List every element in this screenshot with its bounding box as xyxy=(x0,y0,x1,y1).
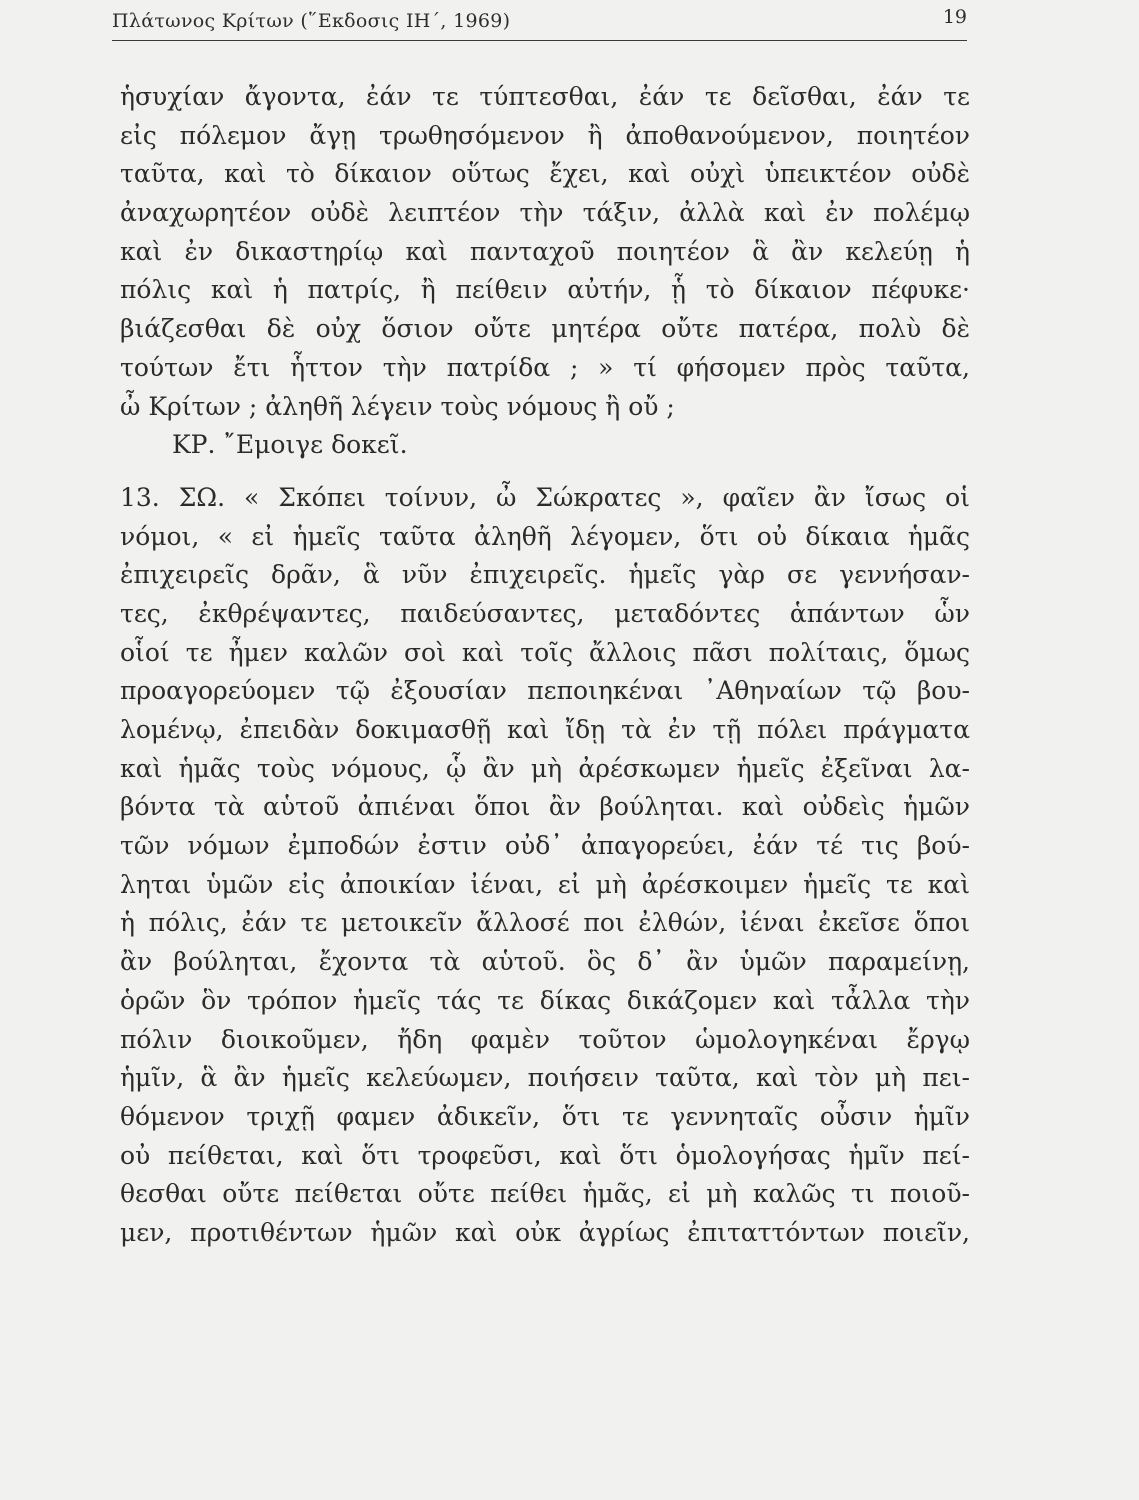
text-line: μεν, προτιθέντων ἡμῶν καὶ οὐκ ἀγρίως ἐπιταττόντων ποιεῖν, xyxy=(120,1217,970,1247)
text-line: εἰς πόλεμον ἄγῃ τρωθησόμενον ἢ ἀποθανούμενον, ποιητέον xyxy=(120,120,970,150)
text-line: ἂν βούληται, ἔχοντα τὰ αὑτοῦ. ὃς δ᾽ ἂν ὑμῶν παραμείνῃ, xyxy=(120,947,970,977)
text-line: λομένῳ, ἐπειδὰν δοκιμασθῇ καὶ ἴδῃ τὰ ἐν τῇ πόλει πράγματα xyxy=(120,715,970,744)
text-line: βόντα τὰ αὑτοῦ ἀπιέναι ὅποι ἂν βούληται. καὶ οὐδεὶς ἡμῶν xyxy=(120,792,970,822)
text-line: τες, ἐκθρέψαντες, παιδεύσαντες, μεταδόντες ἁπάντων ὧν xyxy=(120,598,970,628)
text-line: ἐπιχειρεῖς δρᾶν, ἃ νῦν ἐπιχειρεῖς. ἡμεῖς γὰρ σε γεννήσαν- xyxy=(120,560,970,590)
paragraph-2 xyxy=(120,479,970,1253)
text-line: ἡσυχίαν ἄγοντα, ἐάν τε τύπτεσθαι, ἐάν τε δεῖσθαι, ἐάν τε xyxy=(120,82,970,111)
text-line: 13. ΣΩ. « Σκόπει τοίνυν, ὦ Σώκρατες », φαῖεν ἂν ἴσως οἱ xyxy=(120,482,970,512)
text-line: πόλις καὶ ἡ πατρίς, ἢ πείθειν αὐτήν, ᾗ τὸ δίκαιον πέφυκε· xyxy=(120,275,970,305)
text-line: ὁρῶν ὃν τρόπον ἡμεῖς τάς τε δίκας δικάζομεν καὶ τἆλλα τὴν xyxy=(120,985,970,1015)
header-rule xyxy=(112,40,967,41)
text-line: τῶν νόμων ἐμποδών ἐστιν οὐδ᾽ ἀπαγορεύει, ἐάν τέ τις βού- xyxy=(120,831,970,861)
paragraph-1 xyxy=(120,78,970,426)
text-line: ἡμῖν, ἃ ἂν ἡμεῖς κελεύωμεν, ποιήσειν ταῦτα, καὶ τὸν μὴ πει- xyxy=(120,1063,970,1093)
body-text xyxy=(120,78,970,1253)
text-line: ἀναχωρητέον οὐδὲ λειπτέον τὴν τάξιν, ἀλλὰ καὶ ἐν πολέμῳ xyxy=(120,198,970,228)
text-line: καὶ ἡμᾶς τοὺς νόμους, ᾧ ἂν μὴ ἀρέσκωμεν ἡμεῖς ἐξεῖναι λα- xyxy=(120,753,970,783)
text-line: θόμενον τριχῇ φαμεν ἀδικεῖν, ὅτι τε γεννηταῖς οὖσιν ἡμῖν xyxy=(120,1101,970,1131)
text-line: ὦ Κρίτων ; ἀληθῆ λέγειν τοὺς νόμους ἢ οὔ ; xyxy=(120,391,675,421)
text-line: βιάζεσθαι δὲ οὐχ ὅσιον οὔτε μητέρα οὔτε πατέρα, πολὺ δὲ xyxy=(120,314,970,344)
text-line: θεσθαι οὔτε πείθεται οὔτε πείθει ἡμᾶς, εἰ μὴ καλῶς τι ποιοῦ- xyxy=(120,1179,970,1209)
text-line: οἷοί τε ἦμεν καλῶν σοὶ καὶ τοῖς ἄλλοις πᾶσι πολίταις, ὅμως xyxy=(120,637,970,667)
text-line: νόμοι, « εἰ ἡμεῖς ταῦτα ἀληθῆ λέγομεν, ὅτι οὐ δίκαια ἡμᾶς xyxy=(120,521,970,551)
page-number: 19 xyxy=(942,6,967,28)
running-head: Πλάτωνος Κρίτων (῞Εκδοσις ΙΗ΄, 1969) xyxy=(112,10,511,32)
text-line: πόλιν διοικοῦμεν, ἤδη φαμὲν τοῦτον ὡμολογηκέναι ἔργῳ xyxy=(120,1024,970,1054)
text-line: ἡ πόλις, ἐάν τε μετοικεῖν ἄλλοσέ ποι ἐλθών, ἰέναι ἐκεῖσε ὅποι xyxy=(120,908,970,938)
paragraph-spacer xyxy=(120,465,970,479)
text-line: ληται ὑμῶν εἰς ἀποικίαν ἰέναι, εἰ μὴ ἀρέσκοιμεν ἡμεῖς τε καὶ xyxy=(120,869,970,899)
text-line: ταῦτα, καὶ τὸ δίκαιον οὕτως ἔχει, καὶ οὐχὶ ὑπεικτέον οὐδὲ xyxy=(120,159,970,189)
speaker-reply: ΚΡ. ῎Εμοιγε δοκεῖ. xyxy=(172,430,408,460)
text-line: οὐ πείθεται, καὶ ὅτι τροφεῦσι, καὶ ὅτι ὁμολογήσας ἡμῖν πεί- xyxy=(120,1140,970,1170)
text-line: προαγορεύομεν τῷ ἐξουσίαν πεποιηκέναι ᾿Αθηναίων τῷ βου- xyxy=(120,676,970,706)
page-header xyxy=(112,2,967,38)
text-line: τούτων ἔτι ἧττον τὴν πατρίδα ; » τί φήσομεν πρὸς ταῦτα, xyxy=(120,352,970,382)
text-line: καὶ ἐν δικαστηρίῳ καὶ πανταχοῦ ποιητέον ἃ ἂν κελεύῃ ἡ xyxy=(120,236,970,266)
